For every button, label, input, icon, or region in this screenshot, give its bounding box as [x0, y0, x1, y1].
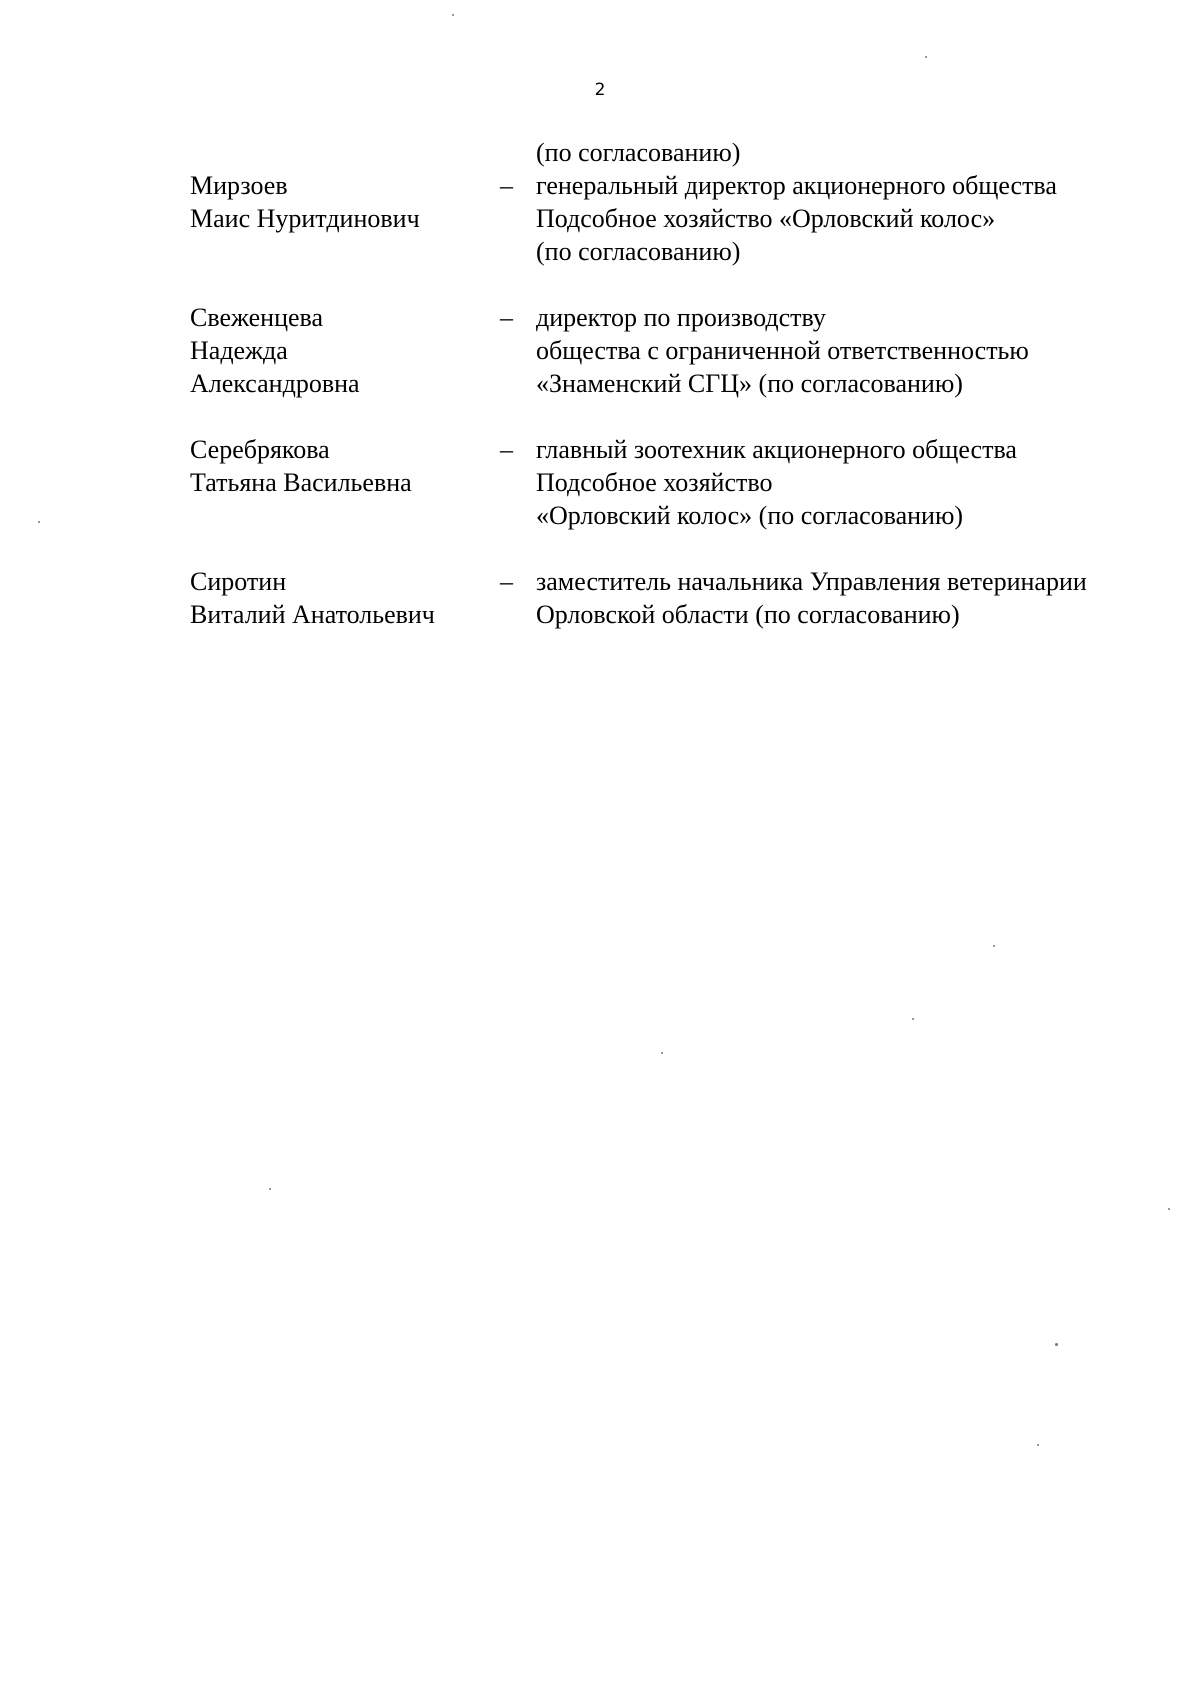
member-entry	[190, 169, 1150, 268]
member-name	[190, 565, 500, 631]
continuation-note	[190, 136, 1150, 169]
scan-speck	[1055, 1343, 1058, 1346]
dash-separator: –	[500, 303, 513, 332]
position-line: «Орловский колос» (по согласованию)	[536, 501, 964, 530]
position-line: генеральный директор акционерного общества	[536, 171, 1057, 200]
scan-speck	[925, 56, 927, 58]
position-line: (по согласованию)	[536, 237, 741, 266]
name-line: Александровна	[190, 369, 360, 398]
dash-separator: –	[500, 171, 513, 200]
scan-speck	[269, 1188, 271, 1190]
page-number: 2	[594, 80, 606, 100]
position-line: заместитель начальника Управления ветеринарии	[536, 567, 1087, 596]
member-entry	[190, 565, 1150, 631]
member-entry	[190, 433, 1150, 532]
position-line: «Знаменский СГЦ» (по согласованию)	[536, 369, 963, 398]
name-line: Надежда	[190, 336, 288, 365]
member-position	[536, 169, 1150, 268]
dash-separator: –	[500, 435, 513, 464]
scan-speck	[993, 945, 995, 947]
name-line: Виталий Анатольевич	[190, 600, 435, 629]
scan-speck	[661, 1052, 663, 1054]
member-list	[190, 136, 1150, 664]
position-line: Орловской области (по согласованию)	[536, 600, 960, 629]
position-line: Подсобное хозяйство	[536, 468, 773, 497]
name-line: Маис Нуритдинович	[190, 204, 420, 233]
member-entry	[190, 301, 1150, 400]
member-name	[190, 433, 500, 532]
member-name	[190, 169, 500, 268]
position-line: директор по производству	[536, 303, 826, 332]
scan-speck	[38, 521, 40, 523]
name-line: Мирзоев	[190, 171, 288, 200]
position-line: общества с ограниченной ответственностью	[536, 336, 1029, 365]
dash-separator: –	[500, 567, 513, 596]
name-line: Татьяна Васильевна	[190, 468, 412, 497]
scan-speck	[1037, 1444, 1039, 1446]
name-line: Свеженцева	[190, 303, 324, 332]
member-position	[536, 565, 1150, 631]
position-line: Подсобное хозяйство «Орловский колос»	[536, 204, 996, 233]
scan-speck	[912, 1018, 914, 1020]
name-line: Серебрякова	[190, 435, 330, 464]
position-line: главный зоотехник акционерного общества	[536, 435, 1017, 464]
scan-speck	[1168, 1208, 1170, 1210]
member-name	[190, 301, 500, 400]
scan-speck	[452, 14, 454, 16]
continuation-text: (по согласованию)	[536, 138, 741, 167]
name-line: Сиротин	[190, 567, 287, 596]
member-position	[536, 301, 1150, 400]
member-position	[536, 433, 1150, 532]
